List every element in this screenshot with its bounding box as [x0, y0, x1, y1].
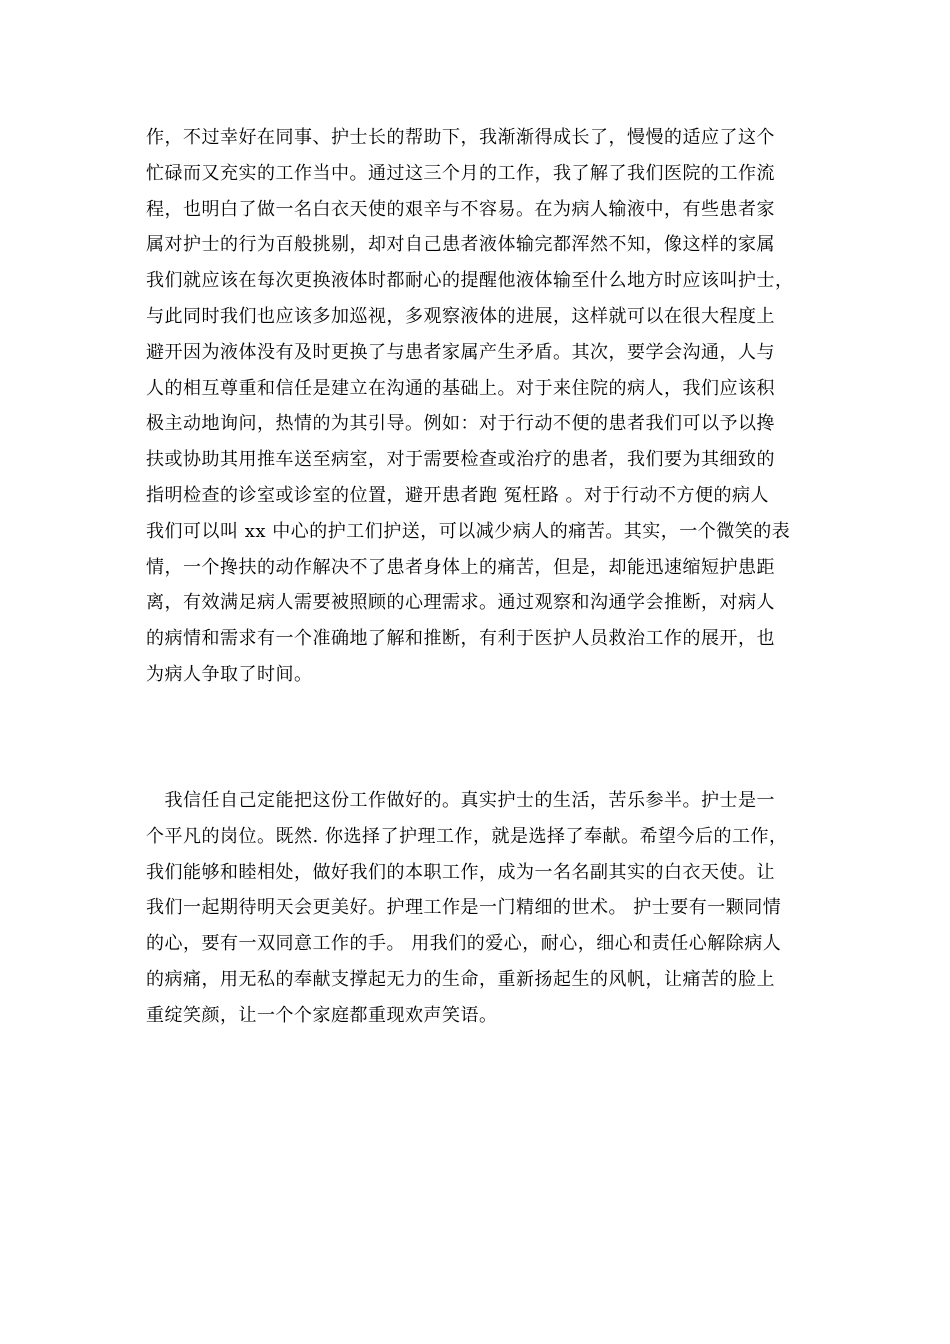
paragraph-line: 的病情和需求有一个准确地了解和推断，有利于医护人员救治工作的展开，也 — [146, 628, 775, 650]
paragraph-1 — [146, 120, 806, 693]
paragraph-line: 我们能够和睦相处，做好我们的本职工作，成为一名名副其实的白衣天使。让 — [146, 861, 775, 883]
paragraph-line: 的病痛，用无私的奉献支撑起无力的生命，重新扬起生的风帆，让痛苦的脸上 — [146, 968, 775, 990]
paragraph-2 — [146, 783, 806, 1034]
paragraph-line: 扶或协助其用推车送至病室，对于需要检查或治疗的患者，我们要为其细致的 — [146, 449, 775, 471]
paragraph-line: 离，有效满足病人需要被照顾的心理需求。通过观察和沟通学会推断，对病人 — [146, 592, 775, 614]
paragraph-line: 指明检查的诊室或诊室的位置，避开患者跑 冤枉路 。对于行动不方便的病人 — [146, 484, 769, 506]
paragraph-line: 程，也明白了做一名白衣天使的艰辛与不容易。在为病人输液中，有些患者家 — [146, 198, 775, 220]
paragraph-line: 情，一个搀扶的动作解决不了患者身体上的痛苦，但是，却能迅速缩短护患距 — [146, 556, 775, 578]
paragraph-line: 个平凡的岗位。既然. 你选择了护理工作，就是选择了奉献。希望今后的工作， — [146, 825, 788, 847]
paragraph-line: 极主动地询问，热情的为其引导。例如：对于行动不便的患者我们可以予以搀 — [146, 413, 775, 435]
paragraph-line: 我信任自己定能把这份工作做好的。真实护士的生活，苦乐参半。护士是一 — [146, 790, 775, 811]
paragraph-line: 为病人争取了时间。 — [146, 663, 313, 685]
paragraph-line: 忙碌而又充实的工作当中。通过这三个月的工作，我了解了我们医院的工作流 — [146, 162, 775, 184]
paragraph-line: 与此同时我们也应该多加巡视，多观察液体的进展，这样就可以在很大程度上 — [146, 305, 775, 327]
paragraph-line: 重绽笑颜，让一个个家庭都重现欢声笑语。 — [146, 1004, 498, 1026]
paragraph-line: 的心，要有一双同意工作的手。 用我们的爱心，耐心，细心和责任心解除病人 — [146, 933, 782, 955]
paragraph-line: 避开因为液体没有及时更换了与患者家属产生矛盾。其次，要学会沟通，人与 — [146, 341, 775, 363]
paragraph-line: 属对护士的行为百般挑剔，却对自己患者液体输完都浑然不知，像这样的家属 — [146, 234, 775, 256]
paragraph-line: 我们一起期待明天会更美好。护理工作是一门精细的世术。 护士要有一颗同情 — [146, 897, 782, 919]
paragraph-line: 人的相互尊重和信任是建立在沟通的基础上。对于来住院的病人，我们应该积 — [146, 377, 775, 399]
paragraph-line: 我们可以叫 xx 中心的护工们护送，可以减少病人的痛苦。其实，一个微笑的表 — [146, 520, 791, 542]
paragraph-line: 我们就应该在每次更换液体时都耐心的提醒他液体输至什么地方时应该叫护士， — [146, 270, 794, 292]
paragraph-line: 作，不过幸好在同事、护士长的帮助下，我渐渐得成长了，慢慢的适应了这个 — [146, 127, 775, 148]
